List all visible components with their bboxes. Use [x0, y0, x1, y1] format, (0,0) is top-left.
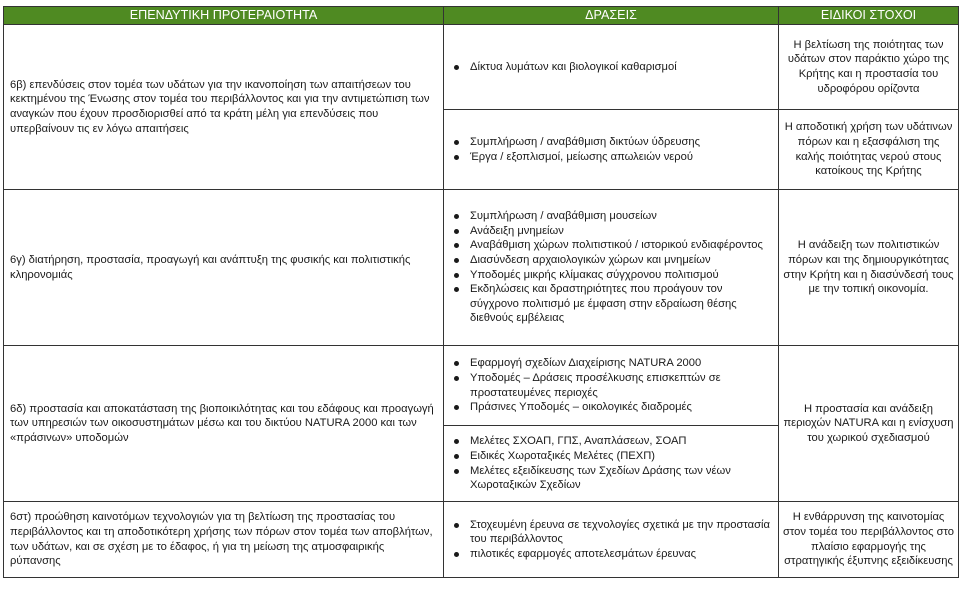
- objective-cell: Η ανάδειξη των πολιτιστικών πόρων και της δημιουργικότητας στην Κρήτη και η διασύνδεσή τους με την τοπική οικονομία.: [779, 190, 959, 346]
- list-item: Δίκτυα λυμάτων και βιολογικοί καθαρισμοί: [452, 60, 774, 75]
- actions-cell: [444, 502, 779, 578]
- actions-list: [452, 60, 774, 75]
- actions-list: [452, 434, 774, 492]
- actions-cell: [444, 346, 779, 426]
- list-item: Εκδηλώσεις και δραστηριότητες που προάγουν τον σύγχρονο πολιτισμό με έμφαση στην εδραίωση θέσης διεθνούς εμβέλειας: [452, 282, 774, 326]
- priorities-table: [3, 6, 959, 578]
- objective-cell: Η ενθάρρυνση της καινοτομίας στον τομέα του περιβάλλοντος στο πλαίσιο εφαρμογής της στρατηγικής έξυπνης εξειδίκευσης: [779, 502, 959, 578]
- list-item: Υποδομές – Δράσεις προσέλκυσης επισκεπτών σε προστατευμένες περιοχές: [452, 371, 774, 400]
- header-investment-priority: ΕΠΕΝΔΥΤΙΚΗ ΠΡΟΤΕΡΑΙΟΤΗΤΑ: [4, 7, 444, 25]
- list-item: Διασύνδεση αρχαιολογικών χώρων και μνημείων: [452, 253, 774, 268]
- list-item: Ειδικές Χωροταξικές Μελέτες (ΠΕΧΠ): [452, 449, 774, 464]
- actions-cell: [444, 426, 779, 502]
- objective-cell: Η βελτίωση της ποιότητας των υδάτων στον παράκτιο χώρο της Κρήτης και η προστασία του υδροφόρου ορίζοντα: [779, 25, 959, 110]
- list-item: Έργα / εξοπλισμοί, μείωσης απωλειών νερού: [452, 150, 774, 165]
- list-item: Πράσινες Υποδομές – οικολογικές διαδρομές: [452, 400, 774, 415]
- list-item: Συμπλήρωση / αναβάθμιση δικτύων ύδρευσης: [452, 135, 774, 150]
- list-item: Στοχευμένη έρευνα σε τεχνολογίες σχετικά με την προστασία του περιβάλλοντος: [452, 518, 774, 547]
- list-item: Συμπλήρωση / αναβάθμιση μουσείων: [452, 209, 774, 224]
- actions-list: [452, 518, 774, 562]
- actions-cell: [444, 110, 779, 190]
- table-row: [4, 190, 959, 346]
- priority-cell: 6γ) διατήρηση, προστασία, προαγωγή και ανάπτυξη της φυσικής και πολιτιστικής κληρονομιάς: [4, 190, 444, 346]
- list-item: Υποδομές μικρής κλίμακας σύγχρονου πολιτισμού: [452, 268, 774, 283]
- header-specific-objectives: ΕΙΔΙΚΟΙ ΣΤΟΧΟΙ: [779, 7, 959, 25]
- actions-list: [452, 135, 774, 164]
- list-item: Εφαρμογή σχεδίων Διαχείρισης NATURA 2000: [452, 356, 774, 371]
- table-row: [4, 25, 959, 110]
- priority-cell: 6β) επενδύσεις στον τομέα των υδάτων για την ικανοποίηση των απαιτήσεων του κεκτημένου της Ένωσης στον τομέα του περιβάλλοντος και για την αντιμετώπιση των αναγκών που έχουν προσδιορισθεί από τα κράτη μέλη για επενδύσεις που υπερβαίνουν τις εν λόγω απαιτήσεις: [4, 25, 444, 190]
- actions-cell: [444, 190, 779, 346]
- list-item: Αναβάθμιση χώρων πολιτιστικού / ιστορικού ενδιαφέροντος: [452, 238, 774, 253]
- priority-cell: 6στ) προώθηση καινοτόμων τεχνολογιών για τη βελτίωση της προστασίας του περιβάλλοντος και τη αποδοτικότερη χρήσης των πόρων στον τομέα των αποβλήτων, των υδάτων, και σε σχέση με το έδαφος, ή για τη μείωση της ατμοσφαιρικής ρύπανσης: [4, 502, 444, 578]
- objective-cell: Η προστασία και ανάδειξη περιοχών NATURA και η ενίσχυση του χωρικού σχεδιασμού: [779, 346, 959, 502]
- objective-cell: Η αποδοτική χρήση των υδάτινων πόρων και η εξασφάλιση της καλής ποιότητας νερού στους κατοίκους της Κρήτης: [779, 110, 959, 190]
- header-actions: ΔΡΑΣΕΙΣ: [444, 7, 779, 25]
- actions-list: [452, 209, 774, 326]
- priority-cell: 6δ) προστασία και αποκατάσταση της βιοποικιλότητας και του εδάφους και προαγωγή των υπηρεσιών των οικοσυστημάτων μέσω και του δικτύου NATURA 2000 και των «πράσινων» υποδομών: [4, 346, 444, 502]
- table-row: [4, 502, 959, 578]
- list-item: Μελέτες ΣΧΟΑΠ, ΓΠΣ, Αναπλάσεων, ΣΟΑΠ: [452, 434, 774, 449]
- list-item: Μελέτες εξειδίκευσης των Σχεδίων Δράσης των νέων Χωροταξικών Σχεδίων: [452, 464, 774, 493]
- actions-cell: [444, 25, 779, 110]
- list-item: Ανάδειξη μνημείων: [452, 224, 774, 239]
- header-row: [4, 7, 959, 25]
- table-row: [4, 346, 959, 426]
- actions-list: [452, 356, 774, 414]
- list-item: πιλοτικές εφαρμογές αποτελεσμάτων έρευνας: [452, 547, 774, 562]
